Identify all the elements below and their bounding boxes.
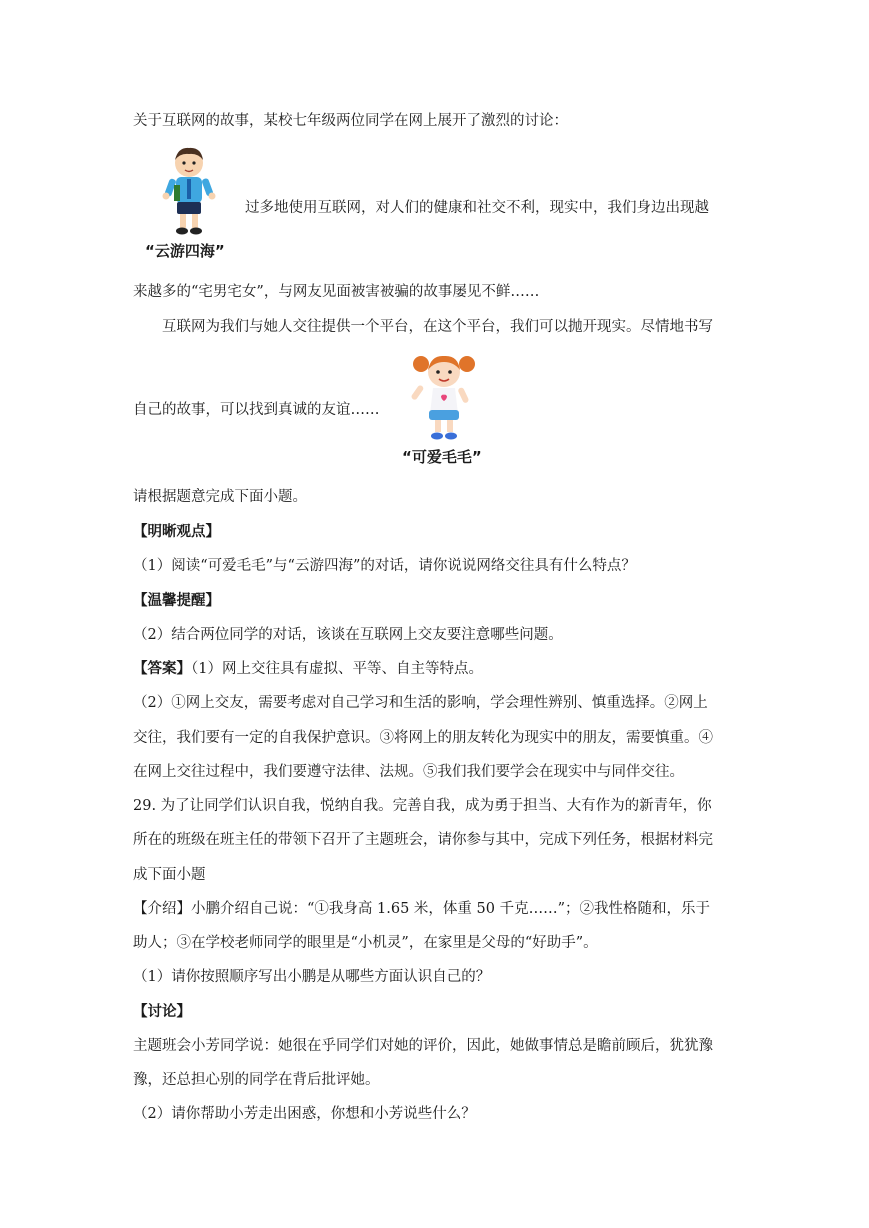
section-clear-viewpoint: 【明晰观点】 [133,523,220,540]
answer-1: （1）网上交往具有虚拟、平等、自主等特点。 [191,661,483,677]
discussion-line1: 主题班会小芳同学说：她很在乎同学们对她的评价，因此，她做事情总是瞻前顾后，犹犹豫 [133,1038,713,1054]
section-warm-reminder: 【温馨提醒】 [133,592,220,609]
girl-speech-line2: 自己的故事，可以找到真诚的友谊…… [133,402,380,418]
boy-figure [158,145,220,239]
intro-section-line1: 【介绍】小鹏介绍自己说：“①我身高 1.65 米，体重 50 千克……”；②我性格随和，乐于 [133,901,710,917]
question-2: （2）结合两位同学的对话，该谈在互联网上交友要注意哪些问题。 [133,627,563,643]
answer-line-1 [133,659,483,679]
discussion-line2: 豫，还总担心别的同学在背后批评她。 [133,1072,380,1088]
answer-2-line2: 交往，我们要有一定的自我保护意识。③将网上的朋友转化为现实中的朋友，需要慎重。④ [133,730,713,746]
girl-figure [411,352,477,442]
boy-speech-line2: 来越多的“宅男宅女”，与网友见面被害被骗的故事屡见不鲜…… [133,284,540,300]
instruction-text: 请根据题意完成下面小题。 [133,489,307,505]
q29-line1: 29. 为了让同学们认识自我，悦纳自我。完善自我，成为勇于担当、大有作为的新青年，你 [133,798,712,814]
q29-sub-1: （1）请你按照顺序写出小鹏是从哪些方面认识自己的？ [133,969,491,985]
q29-line3: 成下面小题 [133,867,206,883]
boy-speech-line1: 过多地使用互联网，对人们的健康和社交不利，现实中，我们身边出现越 [245,200,709,216]
section-discussion: 【讨论】 [133,1003,191,1020]
question-1: （1）阅读“可爱毛毛”与“云游四海”的对话，请你说说网络交往具有什么特点？ [133,558,636,574]
q29-sub-2: （2）请你帮助小芳走出困惑，你想和小芳说些什么？ [133,1106,476,1122]
girl-speech-line1: 互联网为我们与她人交往提供一个平台，在这个平台，我们可以抛开现实。尽情地书写 [162,319,713,335]
intro-text: 关于互联网的故事，某校七年级两位同学在网上展开了激烈的讨论： [133,113,568,129]
q29-line2: 所在的班级在班主任的带领下召开了主题班会，请你参与其中，完成下列任务，根据材料完 [133,832,713,848]
answer-2-line3: 在网上交往过程中，我们要遵守法律、法规。⑤我们我们要学会在现实中与同伴交往。 [133,764,684,780]
answer-label: 【答案】 [133,660,191,677]
intro-section-line2: 助人；③在学校老师同学的眼里是“小机灵”，在家里是父母的“好助手”。 [133,935,598,951]
boy-caption: “云游四海” [145,242,225,260]
answer-2-line1: （2）①网上交友，需要考虑对自己学习和生活的影响，学会理性辨别、慎重选择。②网上 [133,695,708,711]
girl-caption: “可爱毛毛” [402,448,482,466]
